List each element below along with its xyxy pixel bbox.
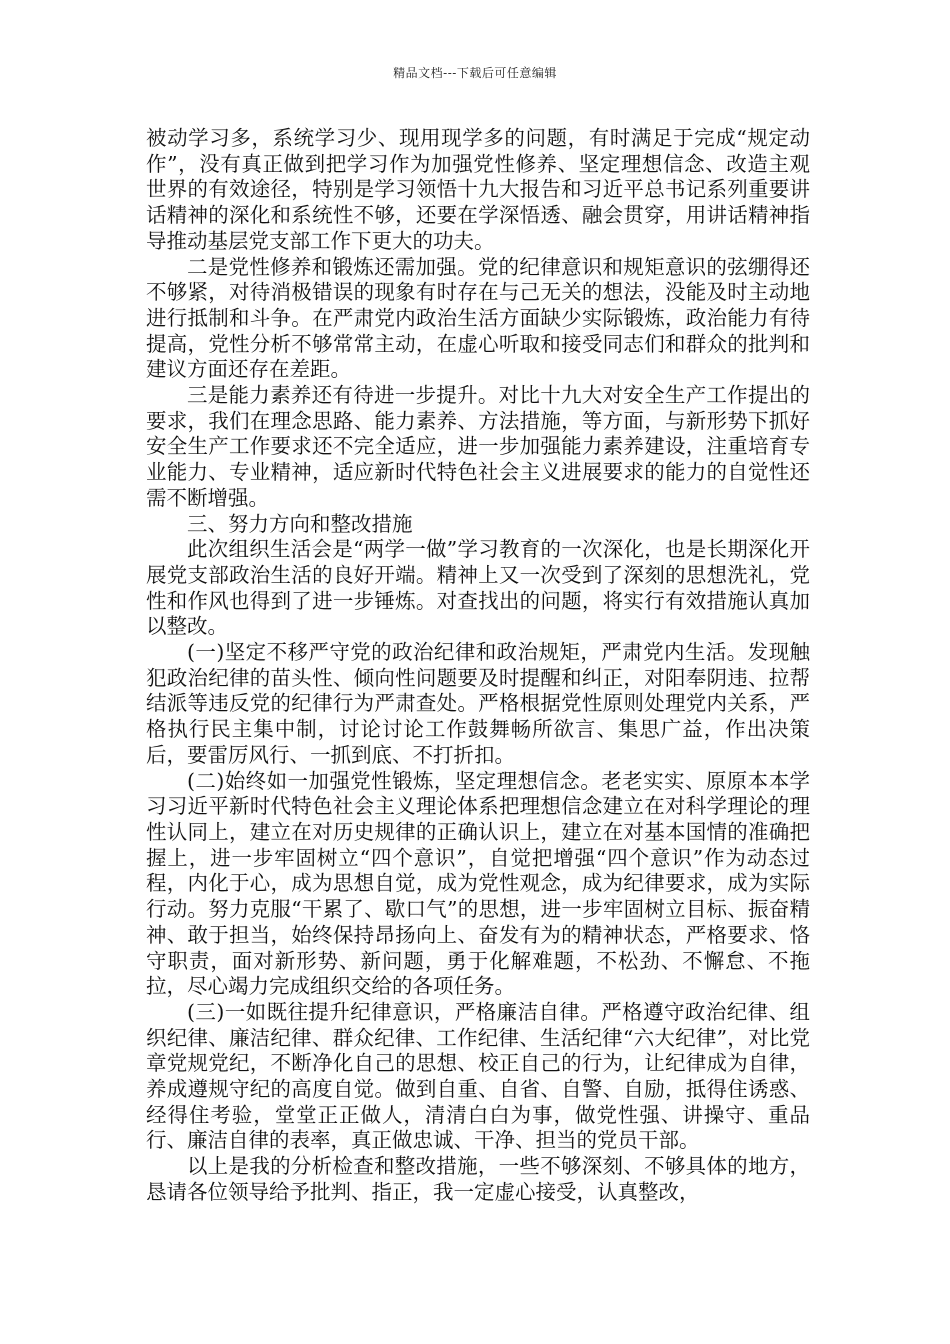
section-heading-improvement: 三、努力方向和整改措施 xyxy=(187,511,413,536)
page-header: 精品文档---下载后可任意编辑 xyxy=(393,66,557,80)
document-body xyxy=(146,126,810,1206)
paragraph-meeting-summary: 此次组织生活会是“两学一做”学习教育的一次深化，也是长期深化开展党支部政治生活的良好开端。精神上又一次受到了深刻的思想洗礼，党性和作风也得到了进一步锤炼。对查找出的问题，将实行有效措施认真加以整改。 xyxy=(146,537,810,639)
paragraph-measure-two: (二)始终如一加强党性锻炼，坚定理想信念。老老实实、原原本本学习习近平新时代特色社会主义理论体系把理想信念建立在对科学理论的理性认同上，建立在对历史规律的正确认识上，建立在对基本国情的准确把握上，进一步牢固树立“四个意识”，自觉把增强“四个意识”作为动态过程，内化于心，成为思想自觉，成为党性观念，成为纪律要求，成为实际行动。努力克服“干累了、歇口气”的思想，进一步牢固树立目标、振奋精神、敢于担当，始终保持昂扬向上、奋发有为的精神状态，严格要求、恪守职责，面对新形势、新问题，勇于化解难题，不松劲、不懈怠、不拖拉，尽心竭力完成组织交给的各项任务。 xyxy=(146,768,810,999)
paragraph-study-issues: 被动学习多，系统学习少、现用现学多的问题，有时满足于完成“规定动作”，没有真正做到把学习作为加强党性修养、坚定理想信念、改造主观世界的有效途径，特别是学习领悟十九大报告和习近平总书记系列重要讲话精神的深化和系统性不够，还要在学深悟透、融会贯穿，用讲话精神指导推动基层党支部工作下更大的功夫。 xyxy=(146,126,810,253)
paragraph-party-spirit: 二是党性修养和锻炼还需加强。党的纪律意识和规矩意识的弦绷得还不够紧，对待消极错误的现象有时存在与己无关的想法，没能及时主动地进行抵制和斗争。在严肃党内政治生活方面缺少实际锻炼，政治能力有待提高，党性分析不够常常主动，在虚心听取和接受同志们和群众的批判和建议方面还存在差距。 xyxy=(146,254,810,382)
paragraph-measure-one: (一)坚定不移严守党的政治纪律和政治规矩，严肃党内生活。发现触犯政治纪律的苗头性、倾向性问题要及时提醒和纠正，对阳奉阴违、拉帮结派等违反党的纪律行为严肃查处。严格根据党性原则处理党内关系，严格执行民主集中制，讨论讨论工作鼓舞畅所欲言、集思广益，作出决策后，要雷厉风行、一抓到底、不打折扣。 xyxy=(146,640,810,767)
paragraph-ability: 三是能力素养还有待进一步提升。对比十九大对安全生产工作提出的要求，我们在理念思路、能力素养、方法措施，等方面，与新形势下抓好安全生产工作要求还不完全适应，进一步加强能力素养建设，注重培育专业能力、专业精神，适应新时代特色社会主义进展要求的能力的自觉性还需不断增强。 xyxy=(146,383,810,510)
paragraph-measure-three: (三)一如既往提升纪律意识，严格廉洁自律。严格遵守政治纪律、组织纪律、廉洁纪律、群众纪律、工作纪律、生活纪律“六大纪律”，对比党章党规党纪，不断净化自己的思想、校正自己的行为，让纪律成为自律，养成遵规守纪的高度自觉。做到自重、自省、自警、自励，抵得住诱惑、经得住考验，堂堂正正做人，清清白白为事，做党性强、讲操守、重品行、廉洁自律的表率，真正做忠诚、干净、担当的党员干部。 xyxy=(146,999,810,1153)
paragraph-closing: 以上是我的分析检查和整改措施，一些不够深刻、不够具体的地方，恳请各位领导给予批判、指正，我一定虚心接受，认真整改， xyxy=(146,1154,810,1204)
